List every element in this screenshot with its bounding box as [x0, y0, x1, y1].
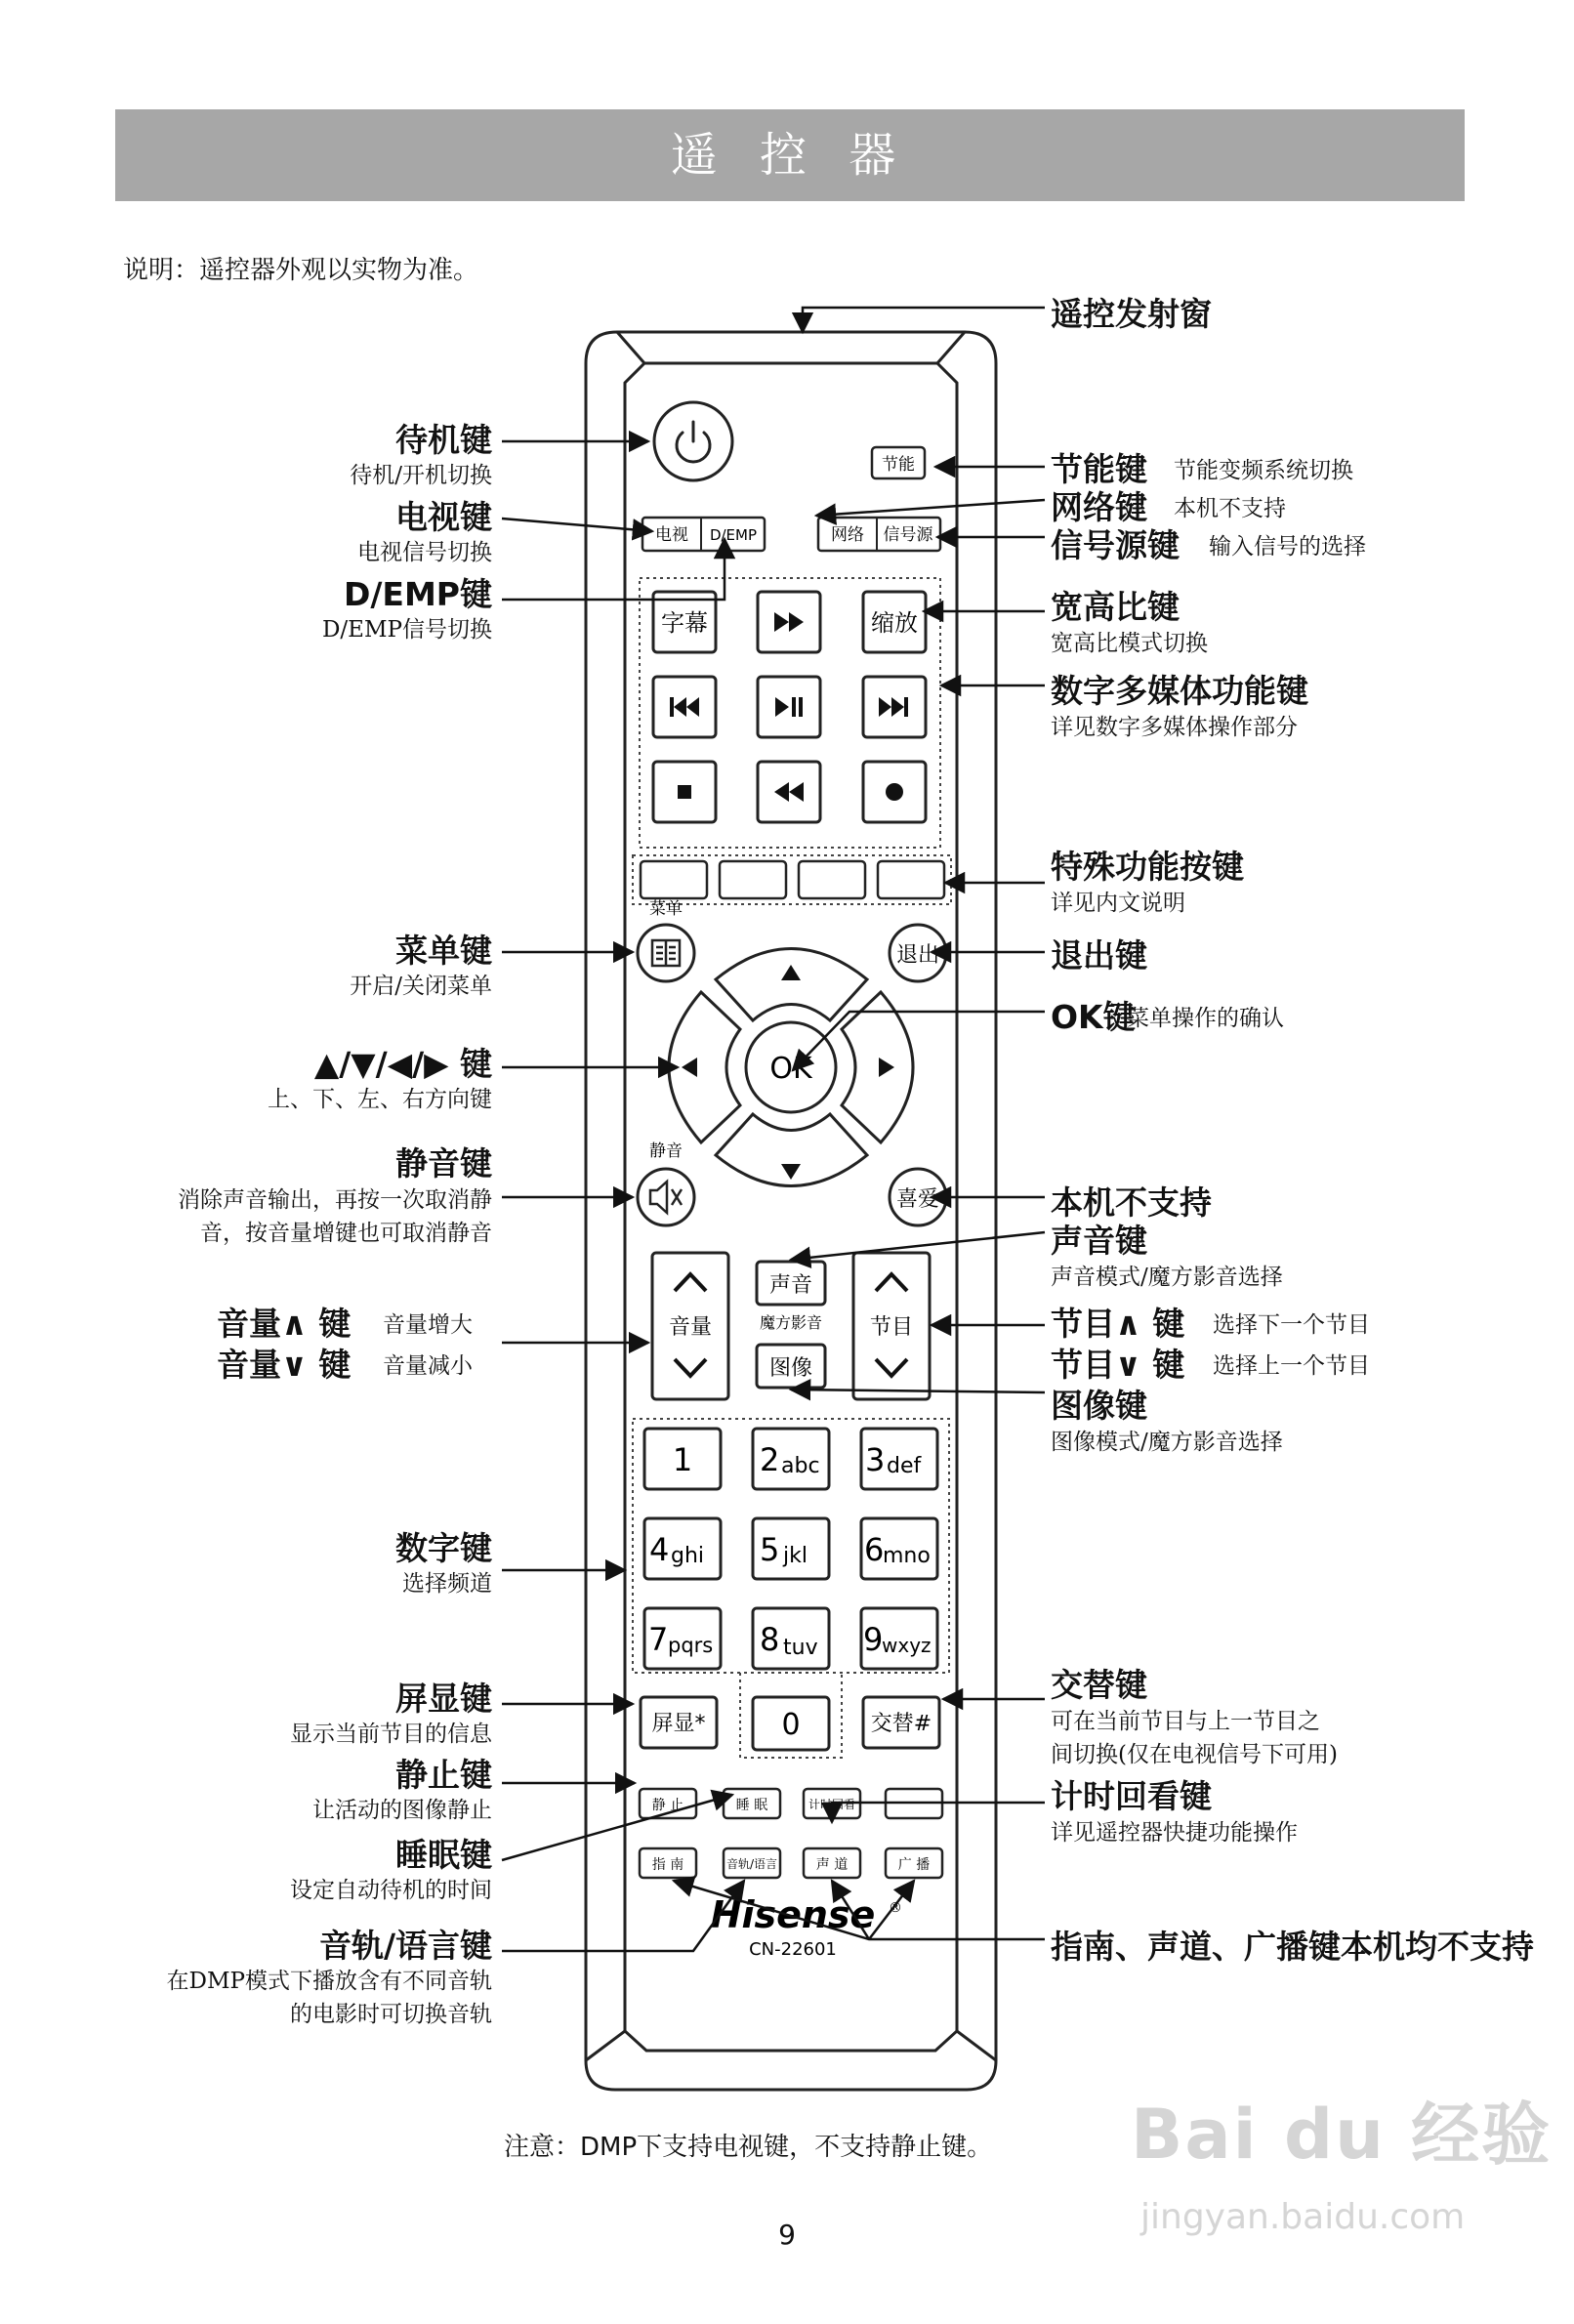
channel-rocker[interactable] — [853, 1253, 930, 1399]
record-icon — [886, 783, 903, 801]
picture-button[interactable] — [757, 1345, 825, 1388]
timeshift-label: 计时回看 — [808, 1798, 856, 1811]
previous-button[interactable] — [653, 677, 716, 737]
tv-label: 电视 — [655, 525, 688, 545]
num-8-button[interactable] — [753, 1608, 829, 1669]
audio-language-button[interactable] — [724, 1848, 780, 1878]
num-3-label: 3 — [865, 1441, 886, 1478]
label-unsupported: 本机不支持 — [1051, 1183, 1212, 1222]
label-sleep: 睡眠键 — [395, 1836, 492, 1874]
label-standby: 待机键 — [395, 421, 492, 459]
red-function-button[interactable] — [641, 861, 707, 898]
label-menu: 菜单键 — [395, 932, 492, 970]
mute-button[interactable] — [638, 1169, 694, 1225]
channel-label: 节目 — [869, 1315, 914, 1340]
num-0-button[interactable] — [753, 1697, 829, 1750]
source-button[interactable] — [884, 525, 934, 545]
label-exit: 退出键 — [1051, 936, 1147, 975]
label-swap: 交替键 — [1051, 1666, 1147, 1704]
label-media: 数字多媒体功能键 — [1051, 672, 1308, 710]
brand-logo: Hisense — [710, 1893, 876, 1936]
desc-menu: 开启/关闭菜单 — [350, 974, 492, 999]
green-function-button[interactable] — [720, 861, 786, 898]
desc-tv: 电视信号切换 — [357, 540, 492, 565]
menu-button[interactable] — [638, 925, 694, 981]
num-9-button[interactable] — [861, 1608, 937, 1669]
volume-rocker[interactable] — [652, 1253, 728, 1399]
label-channel-down: 节目∨ 键 — [1051, 1346, 1185, 1384]
desc-energy: 节能变频系统切换 — [1174, 458, 1353, 483]
desc-volume-up: 音量增大 — [383, 1312, 473, 1338]
magic-caption: 魔方影音 — [759, 1313, 823, 1332]
label-tv: 电视键 — [395, 498, 492, 536]
bottom-note: 注意：DMP下支持电视键，不支持静止键。 — [504, 2133, 993, 2162]
label-picture: 图像键 — [1051, 1387, 1147, 1425]
guide-button[interactable] — [640, 1848, 696, 1878]
swap-button[interactable] — [863, 1697, 939, 1748]
subtitle-button[interactable] — [653, 592, 716, 652]
broadcast-button[interactable] — [886, 1848, 942, 1878]
page-number: 9 — [778, 2219, 796, 2251]
desc-network: 本机不支持 — [1174, 496, 1286, 521]
energy-button[interactable] — [872, 447, 925, 478]
label-volume-down: 音量∨ 键 — [217, 1346, 352, 1384]
audio-language-label: 音轨/语言 — [725, 1857, 778, 1871]
label-network: 网络键 — [1051, 488, 1147, 526]
desc-special: 详见内文说明 — [1051, 891, 1185, 916]
num-5-letters: jkl — [783, 1544, 808, 1568]
yellow-function-button[interactable] — [799, 861, 865, 898]
num-5-label: 5 — [760, 1531, 780, 1568]
label-demp: D/EMP键 — [343, 575, 492, 613]
sleep-button[interactable] — [724, 1789, 780, 1818]
label-volume-up: 音量∧ 键 — [217, 1305, 352, 1343]
num-4-letters: ghi — [671, 1544, 705, 1568]
desc-source: 输入信号的选择 — [1209, 534, 1366, 560]
num-6-label: 6 — [864, 1531, 885, 1568]
play-pause-button[interactable] — [758, 677, 820, 737]
num-1-button[interactable] — [644, 1429, 721, 1489]
demp-button[interactable] — [710, 526, 757, 544]
num-8-letters: tuv — [783, 1636, 818, 1660]
num-4-button[interactable] — [644, 1518, 721, 1579]
label-sound: 声音键 — [1051, 1222, 1147, 1260]
channel-audio-label: 声 道 — [815, 1857, 849, 1873]
desc-audio-language-1: 在DMP模式下播放含有不同音轨 — [166, 1969, 492, 1994]
label-mute: 静音键 — [395, 1144, 492, 1183]
num-7-letters: pqrs — [668, 1634, 714, 1657]
desc-swap-2: 间切换(仅在电视信号下可用) — [1051, 1742, 1338, 1767]
num-3-letters: def — [887, 1454, 922, 1478]
subtitle-label: 字幕 — [661, 609, 708, 637]
label-timeshift: 计时回看键 — [1051, 1777, 1212, 1815]
desc-standby: 待机/开机切换 — [350, 463, 492, 488]
desc-freeze: 让活动的图像静止 — [312, 1798, 492, 1823]
sound-button[interactable] — [757, 1262, 825, 1305]
channel-audio-button[interactable] — [804, 1848, 860, 1878]
volume-label: 音量 — [668, 1315, 713, 1340]
swap-label: 交替# — [870, 1712, 932, 1736]
menu-caption: 菜单 — [649, 899, 683, 919]
label-ok: OK键 — [1051, 998, 1136, 1036]
num-0-label: 0 — [781, 1708, 801, 1742]
desc-picture: 图像模式/魔方影音选择 — [1051, 1430, 1283, 1455]
freeze-label: 静 止 — [651, 1798, 684, 1813]
num-7-button[interactable] — [644, 1608, 721, 1669]
right-button[interactable] — [842, 992, 913, 1142]
num-3-button[interactable] — [861, 1429, 937, 1489]
network-label: 网络 — [831, 525, 864, 545]
display-button[interactable] — [641, 1697, 717, 1748]
desc-demp: D/EMP信号切换 — [321, 617, 492, 643]
fast-forward-button[interactable] — [758, 592, 820, 652]
next-button[interactable] — [863, 677, 926, 737]
num-2-button[interactable] — [753, 1429, 829, 1489]
num-6-letters: mno — [883, 1544, 931, 1568]
source-label: 信号源 — [883, 525, 933, 545]
label-source: 信号源键 — [1051, 526, 1180, 564]
left-button[interactable] — [669, 992, 740, 1142]
sound-label: 声音 — [768, 1273, 813, 1298]
demp-label: D/EMP — [709, 526, 758, 544]
display-label: 屏显* — [651, 1712, 706, 1736]
zoom-button[interactable] — [863, 592, 926, 652]
num-5-button[interactable] — [753, 1518, 829, 1579]
watermark-logo: Bai du 经验 — [1131, 2095, 1553, 2175]
intro-note: 说明：遥控器外观以实物为准。 — [123, 256, 479, 285]
desc-mute-2: 音，按音量增键也可取消静音 — [200, 1221, 492, 1246]
exit-label: 退出 — [895, 943, 940, 968]
desc-aspect: 宽高比模式切换 — [1051, 631, 1208, 656]
broadcast-label: 广 播 — [897, 1857, 931, 1873]
num-1-label: 1 — [672, 1441, 693, 1478]
num-2-label: 2 — [760, 1441, 780, 1478]
desc-arrows: 上、下、左、右方向键 — [268, 1087, 492, 1112]
num-9-label: 9 — [863, 1621, 884, 1658]
model-number: CN-22601 — [749, 1939, 837, 1960]
label-audio-language: 音轨/语言键 — [318, 1927, 492, 1965]
record-button[interactable] — [863, 762, 926, 822]
desc-sound: 声音模式/魔方影音选择 — [1051, 1265, 1283, 1290]
label-freeze: 静止键 — [395, 1756, 492, 1794]
label-aspect: 宽高比键 — [1051, 588, 1180, 626]
label-channel-up: 节目∧ 键 — [1051, 1305, 1185, 1343]
label-not-supported: 指南、声道、广播键本机均不支持 — [1051, 1928, 1534, 1966]
desc-media: 详见数字多媒体操作部分 — [1051, 715, 1298, 740]
ok-label: OK — [769, 1052, 812, 1086]
stop-icon — [678, 785, 691, 799]
power-button[interactable] — [654, 402, 732, 480]
page-title: 遥 控 器 — [670, 128, 910, 183]
num-2-letters: abc — [781, 1454, 820, 1478]
desc-swap-1: 可在当前节目与上一节目之 — [1051, 1709, 1320, 1734]
num-9-letters: wxyz — [882, 1634, 932, 1657]
favorite-label: 喜爱 — [895, 1187, 940, 1212]
desc-channel-down: 选择上一个节目 — [1213, 1353, 1370, 1379]
rewind-button[interactable] — [758, 762, 820, 822]
desc-display: 显示当前节目的信息 — [290, 1722, 492, 1747]
label-energy: 节能键 — [1051, 450, 1147, 488]
up-button[interactable] — [716, 949, 867, 1021]
blue-function-button[interactable] — [878, 861, 944, 898]
label-special: 特殊功能按键 — [1051, 848, 1244, 886]
desc-channel-up: 选择下一个节目 — [1213, 1312, 1370, 1338]
desc-timeshift: 详见遥控器快捷功能操作 — [1051, 1820, 1298, 1846]
label-display: 屏显键 — [395, 1680, 492, 1718]
picture-label: 图像 — [768, 1356, 813, 1381]
stop-button[interactable] — [653, 762, 716, 822]
energy-label: 节能 — [882, 455, 915, 475]
mute-caption: 静音 — [649, 1141, 683, 1161]
sleep-label: 睡 眠 — [735, 1798, 768, 1813]
desc-ok: 菜单操作的确认 — [1127, 1006, 1284, 1031]
num-8-label: 8 — [760, 1621, 780, 1658]
num-7-label: 7 — [648, 1621, 669, 1658]
watermark-url: jingyan.baidu.com — [1140, 2197, 1466, 2237]
desc-sleep: 设定自动待机的时间 — [290, 1878, 492, 1903]
desc-mute-1: 消除声音输出，再按一次取消静 — [178, 1187, 492, 1213]
desc-numbers: 选择频道 — [402, 1571, 492, 1597]
label-numbers: 数字键 — [395, 1529, 492, 1567]
zoom-label: 缩放 — [871, 609, 918, 637]
num-6-button[interactable] — [861, 1518, 937, 1579]
registered-mark: ® — [889, 1900, 902, 1916]
num-4-label: 4 — [649, 1531, 670, 1568]
ok-button[interactable] — [746, 1022, 836, 1112]
desc-volume-down: 音量减小 — [383, 1353, 473, 1379]
desc-audio-language-2: 的电影时可切换音轨 — [290, 2002, 492, 2027]
label-ir-window: 遥控发射窗 — [1051, 295, 1212, 333]
guide-label: 指 南 — [651, 1857, 684, 1873]
label-arrows: ▲/▼/◀/▶ 键 — [313, 1045, 492, 1083]
